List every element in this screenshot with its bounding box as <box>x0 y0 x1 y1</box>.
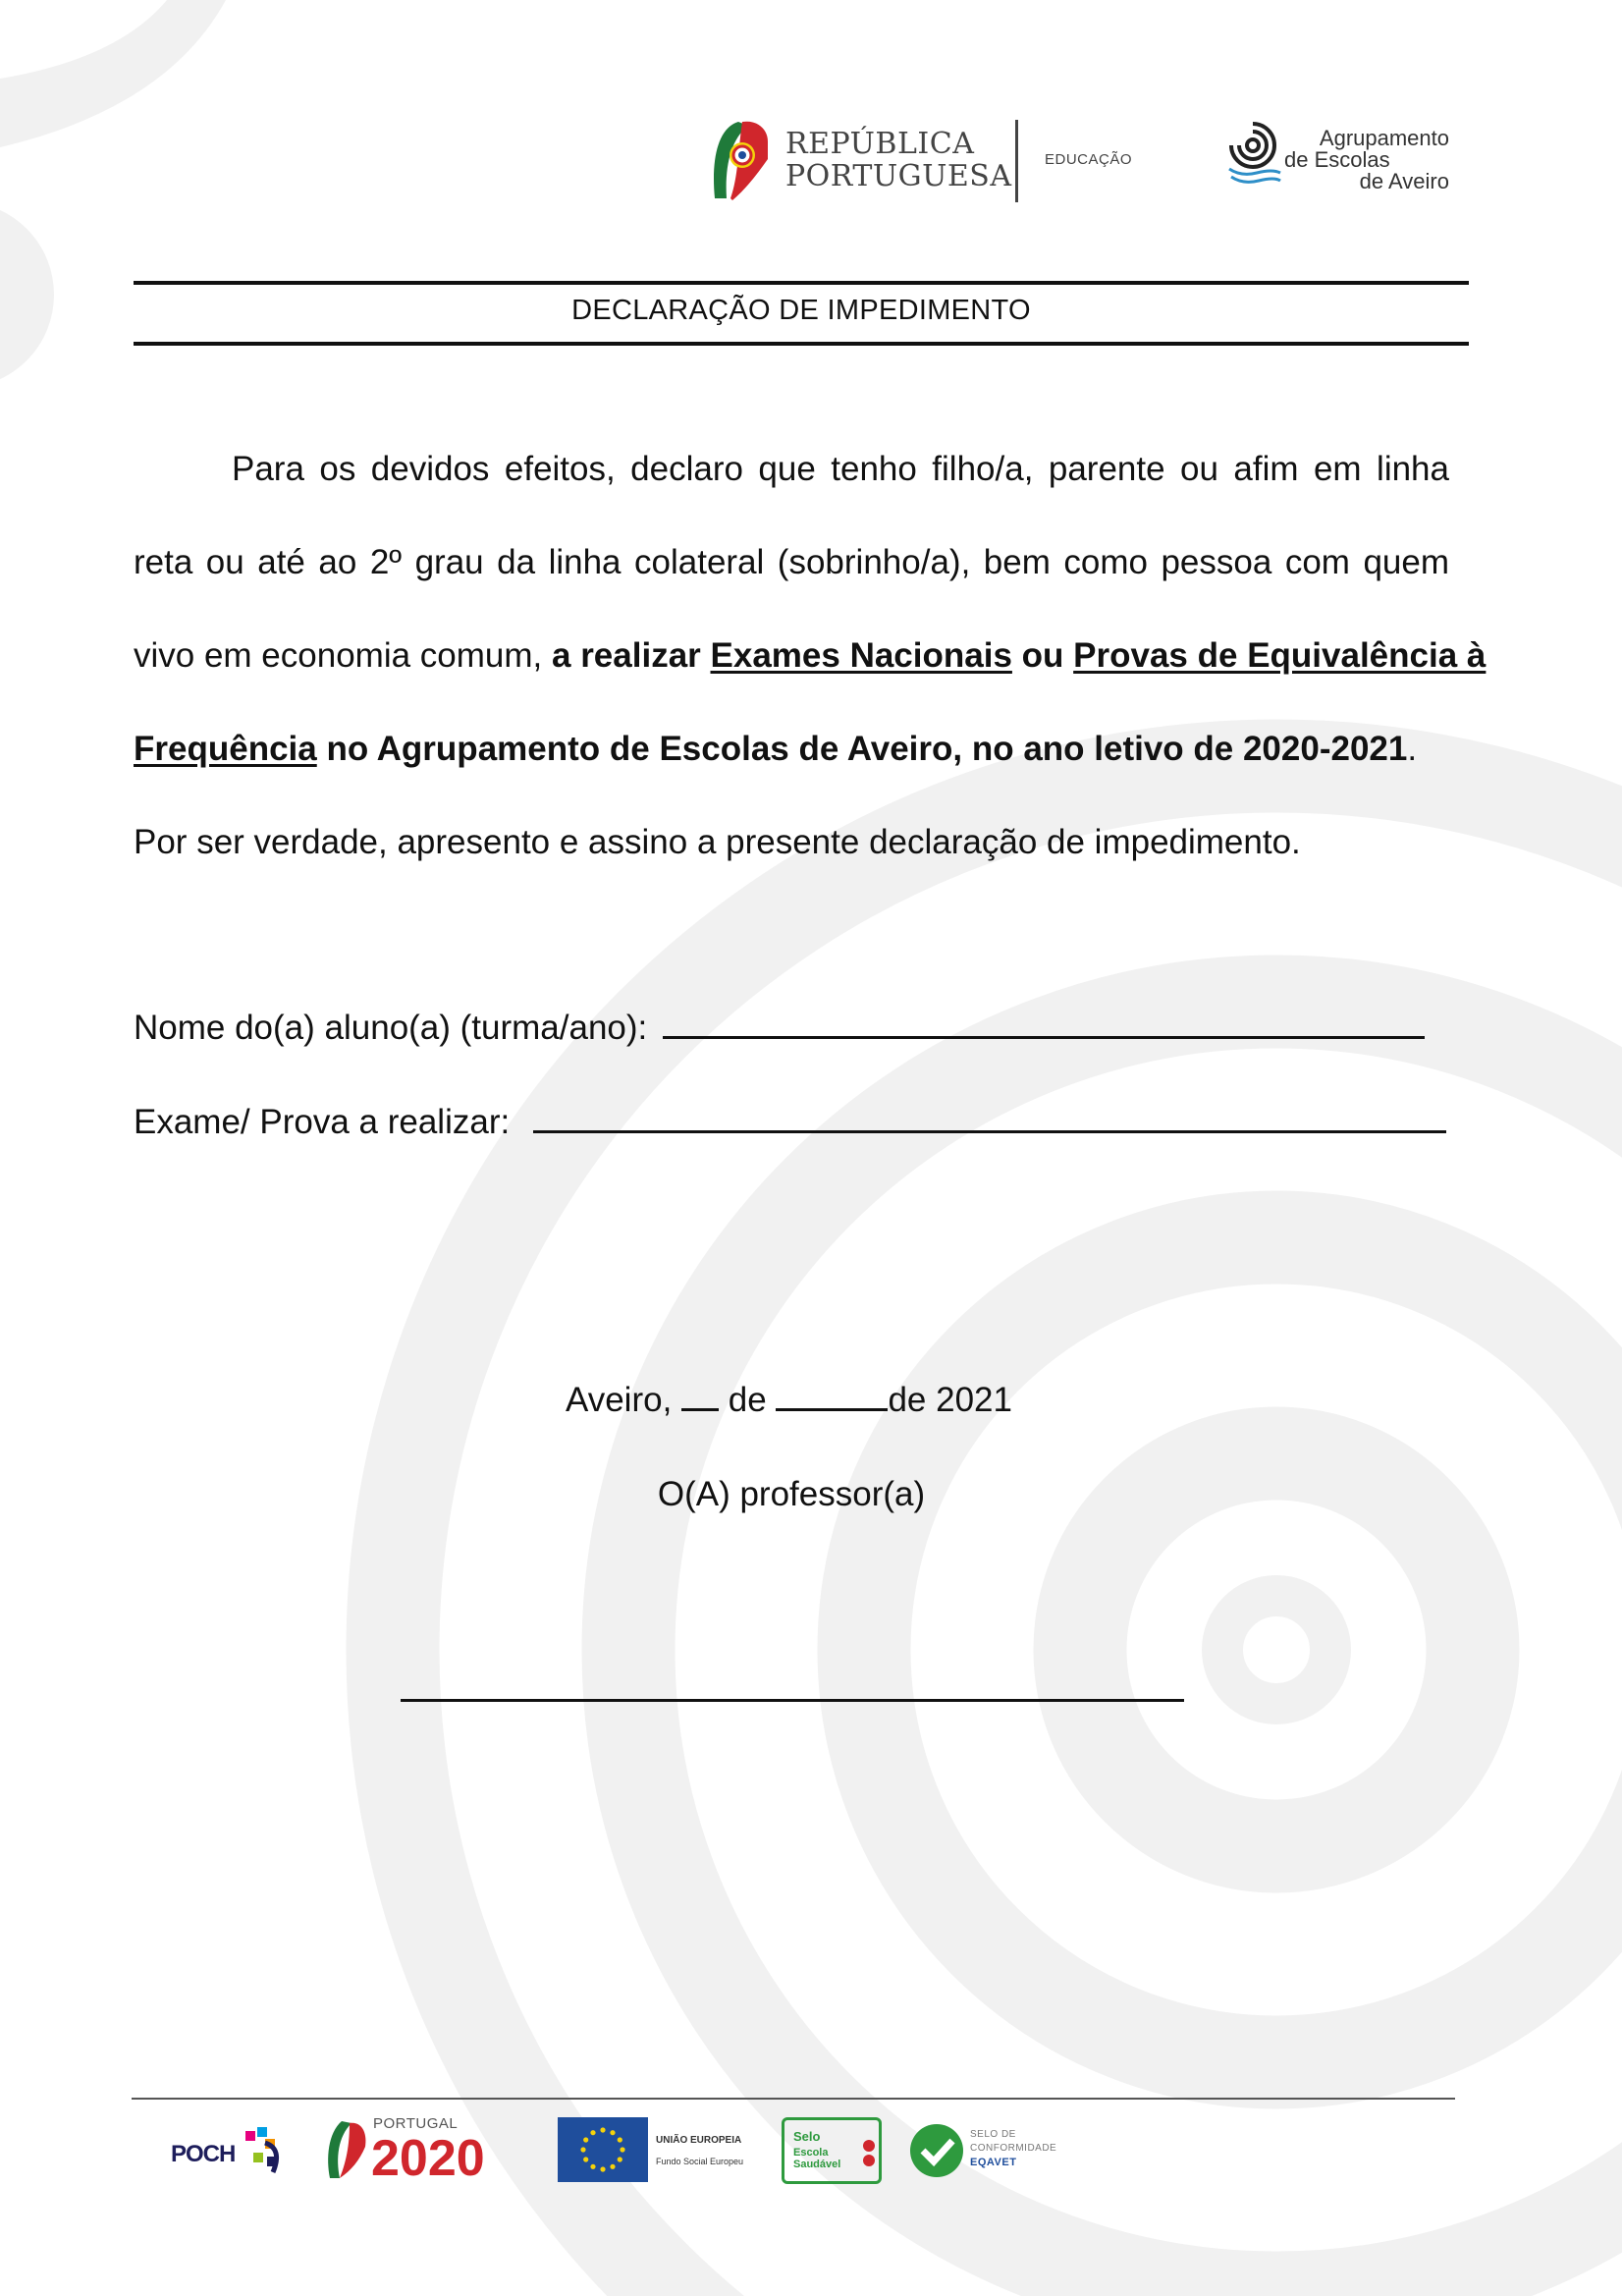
document-title: DECLARAÇÃO DE IMPEDIMENTO <box>571 295 1031 326</box>
republica-portuguesa-wordmark <box>785 128 1012 192</box>
school-line1: Agrupamento <box>1319 126 1449 150</box>
uniao-europeia-logo <box>558 2113 764 2190</box>
republica-line2: PORTUGUESA <box>785 159 1012 193</box>
ministry-label: EDUCAÇÃO <box>1045 151 1133 168</box>
portugal-2020-icon <box>324 2119 367 2180</box>
poch-text: POCH <box>171 2141 236 2167</box>
eu-text-1: UNIÃO EUROPEIA <box>656 2135 742 2146</box>
poch-logo <box>167 2113 290 2190</box>
exam-field-label: Exame/ Prova a realizar: <box>134 1103 511 1141</box>
body-line-4b: no Agrupamento de Escolas de Aveiro, no ano letivo de 2020-2021 <box>326 730 1408 768</box>
body-line-5: Por ser verdade, apresento e assino a presente declaração de impedimento. <box>134 823 1301 861</box>
title-rule-bottom <box>134 342 1469 346</box>
signature-line[interactable] <box>401 1699 1184 1702</box>
selo-text-1: Selo <box>793 2129 821 2144</box>
school-line2: de Escolas <box>1284 147 1390 172</box>
provas-equivalencia-text: Provas de Equivalência à <box>1073 636 1487 675</box>
body-line-3a: vivo em economia comum, <box>134 636 543 675</box>
professor-label: O(A) professor(a) <box>657 1475 926 1513</box>
eqavet-text-3: EQAVET <box>970 2157 1017 2168</box>
exam-field-blank[interactable] <box>533 1104 1446 1133</box>
eqavet-text-1: SELO DE <box>970 2129 1016 2140</box>
date-de1: de <box>728 1381 767 1419</box>
portugal-2020-logo <box>324 2113 525 2190</box>
republica-line1: REPÚBLICA <box>785 127 975 161</box>
day-blank[interactable] <box>681 1382 719 1411</box>
body-line-1: Para os devidos efeitos, declaro que tenho filho/a, parente ou afim em linha <box>232 450 1449 488</box>
selo-text-2: Escola Saudável <box>793 2147 841 2170</box>
school-line3: de Aveiro <box>1359 169 1449 193</box>
eqavet-check-icon <box>907 2121 966 2180</box>
date-line <box>566 1381 1012 1420</box>
student-field-row <box>134 1009 1449 1048</box>
exames-nacionais-text: Exames Nacionais <box>710 636 1012 675</box>
exam-field-row <box>134 1103 1449 1142</box>
date-place: Aveiro, <box>566 1381 673 1419</box>
eu-flag-icon <box>558 2117 648 2182</box>
student-field-label: Nome do(a) aluno(a) (turma/ano): <box>134 1009 648 1047</box>
eu-text-2: Fundo Social Europeu <box>656 2157 744 2166</box>
date-de2: de 2021 <box>888 1381 1012 1419</box>
body-line-3d: ou <box>1021 636 1064 675</box>
body-line-4 <box>134 730 1449 769</box>
agrupamento-aveiro-logo <box>1227 122 1282 187</box>
p2020-text: 2020 <box>371 2130 485 2187</box>
body-line-2: reta ou até ao 2º grau da linha colateral (sobrinho/a), bem como pessoa com quem <box>134 543 1449 581</box>
republica-portuguesa-logo <box>709 118 770 202</box>
body-line-3 <box>134 636 1487 676</box>
student-field-blank[interactable] <box>663 1010 1425 1039</box>
portugal-text: PORTUGAL <box>373 2115 459 2132</box>
agrupamento-aveiro-wordmark <box>1284 128 1449 192</box>
selo-dots-icon <box>862 2139 876 2168</box>
eqavet-logo <box>907 2113 1074 2190</box>
escola-saudavel-logo <box>780 2113 884 2190</box>
eqavet-text-2: CONFORMIDADE <box>970 2143 1057 2154</box>
body-line-4c: . <box>1407 730 1418 768</box>
footer-rule <box>132 2098 1455 2100</box>
month-blank[interactable] <box>776 1382 888 1411</box>
title-rule-top <box>134 281 1469 285</box>
header-divider <box>1015 120 1018 202</box>
frequencia-text: Frequência <box>134 730 317 768</box>
body-line-3b: a realizar <box>552 636 701 675</box>
